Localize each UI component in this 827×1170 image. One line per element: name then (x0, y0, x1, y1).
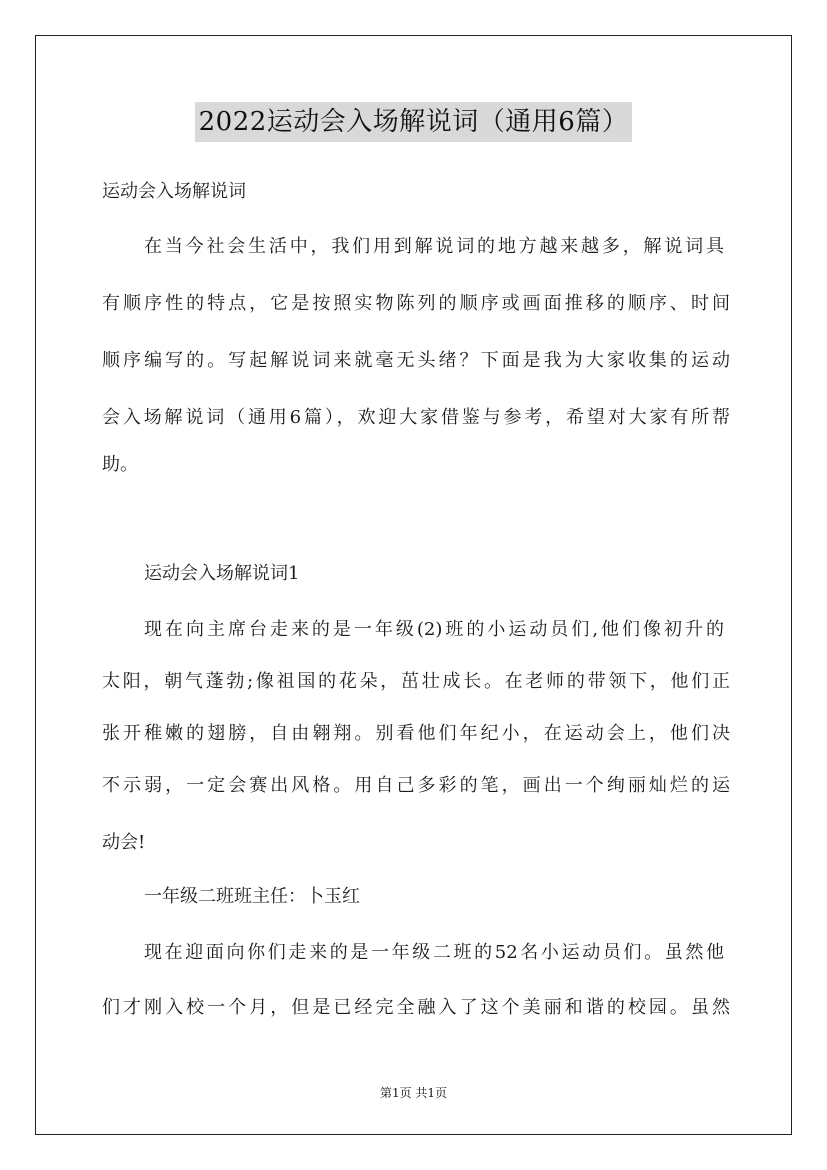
para1-line-3: 张开稚嫩的翅膀，自由翱翔。别看他们年纪小，在运动会上，他们决 (102, 723, 730, 744)
para2-line-1: 现在迎面向你们走来的是一年级二班的52名小运动员们。虽然他 (144, 942, 724, 963)
intro-line-5: 助。 (102, 454, 138, 475)
page-footer: 第1页 共1页 (379, 1086, 448, 1100)
intro-line-4: 会入场解说词（通用6篇），欢迎大家借鉴与参考，希望对大家有所帮 (102, 407, 730, 428)
intro-line-2: 有顺序性的特点，它是按照实物陈列的顺序或画面推移的顺序、时间 (102, 293, 730, 314)
document-title: 2022运动会入场解说词（通用6篇） (195, 102, 633, 142)
intro-line-3: 顺序编写的。写起解说词来就毫无头绪？下面是我为大家收集的运动 (102, 350, 730, 371)
subheading: 运动会入场解说词1 (144, 563, 300, 584)
section-heading: 运动会入场解说词 (102, 181, 246, 202)
para1-line-2: 太阳，朝气蓬勃;像祖国的花朵，茁壮成长。在老师的带领下，他们正 (102, 671, 730, 692)
para1-line-5: 动会! (102, 832, 146, 853)
para1-line-1: 现在向主席台走来的是一年级(2)班的小运动员们,他们像初升的 (144, 619, 724, 640)
teacher-line: 一年级二班班主任：卜玉红 (144, 886, 360, 907)
para2-line-2: 们才刚入校一个月，但是已经完全融入了这个美丽和谐的校园。虽然 (102, 997, 730, 1018)
title-container (0, 102, 827, 142)
intro-line-1: 在当今社会生活中，我们用到解说词的地方越来越多，解说词具 (144, 236, 724, 257)
para1-line-4: 不示弱，一定会赛出风格。用自己多彩的笔，画出一个绚丽灿烂的运 (102, 775, 730, 796)
